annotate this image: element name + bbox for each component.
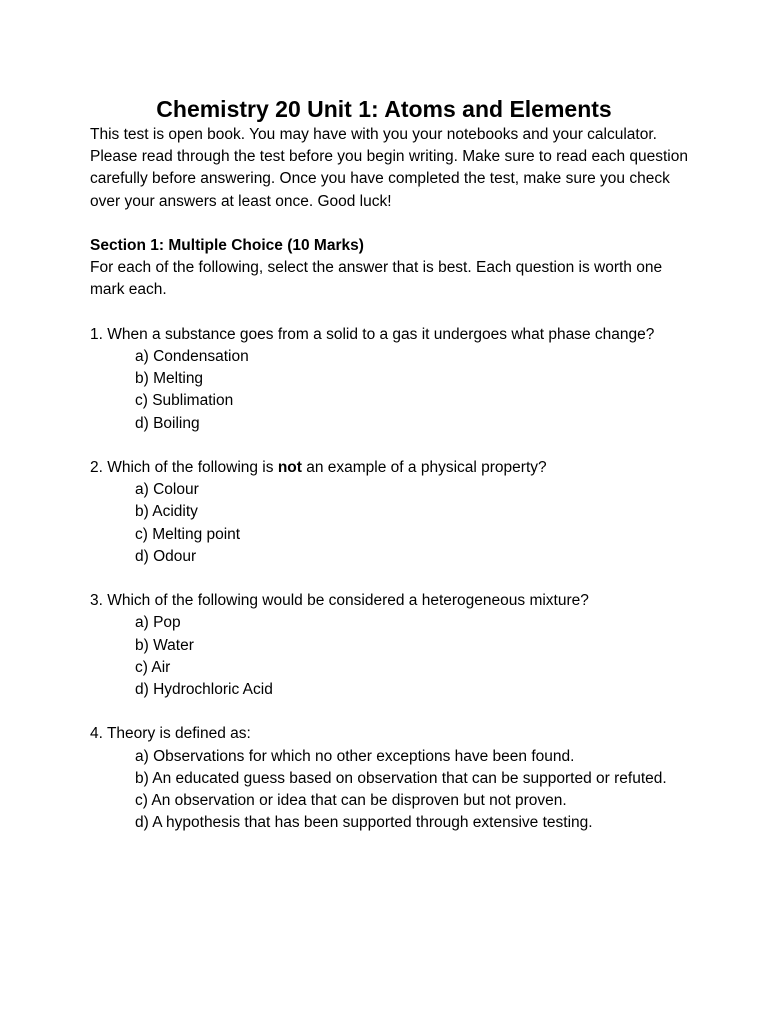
answer-option: c) An observation or idea that can be disproven but not proven.: [135, 792, 567, 810]
question-text: [90, 457, 690, 479]
answer-option: a) Condensation: [135, 348, 249, 365]
section-instructions: For each of the following, select the answer that is best. Each question is worth one mark each.: [90, 259, 663, 299]
answer-option: a) Colour: [135, 481, 199, 499]
question-3: [90, 590, 690, 701]
answer-option: c) Sublimation: [135, 392, 234, 410]
question-text-after: an example of a physical property?: [301, 459, 547, 476]
answer-option: c) Air: [135, 658, 171, 676]
spacer: [90, 302, 690, 324]
answer-options: [90, 346, 690, 435]
answer-option: c) Melting point: [135, 525, 241, 543]
answer-options: [90, 612, 690, 701]
spacer: [90, 701, 690, 723]
answer-option: a) Observations for which no other exceptions have been found.: [135, 747, 575, 765]
answer-option: d) Boiling: [135, 414, 200, 432]
spacer: [90, 568, 690, 590]
question-1: [90, 324, 690, 435]
answer-option: b) Melting: [135, 370, 204, 388]
answer-option: b) Water: [135, 636, 194, 654]
answer-options: [90, 746, 690, 835]
answer-option: b) An educated guess based on observation that can be supported or refuted.: [135, 769, 667, 787]
question-text: 3. Which of the following would be considered a heterogeneous mixture?: [90, 592, 589, 610]
answer-option: b) Acidity: [135, 503, 198, 521]
section-heading: Section 1: Multiple Choice (10 Marks): [90, 237, 364, 254]
question-2: [90, 457, 690, 568]
question-text: 1. When a substance goes from a solid to a gas it undergoes what phase change?: [90, 325, 655, 343]
question-text-before: 2. Which of the following is: [90, 459, 278, 476]
spacer: [90, 435, 690, 457]
answer-option: d) Odour: [135, 547, 197, 565]
document-body: [90, 124, 690, 834]
question-text: 4. Theory is defined as:: [90, 725, 251, 743]
answer-option: d) A hypothesis that has been supported through extensive testing.: [135, 814, 593, 832]
answer-options: [90, 479, 690, 568]
spacer: [90, 213, 690, 235]
intro-paragraph: This test is open book. You may have with you your notebooks and your calculator. Please read through the test before you begin writing. Make sure to read each question carefully before answering. Once you have completed the test, make sure you check over your answers at least once. Good luck!: [90, 126, 688, 210]
question-emphasis: not: [277, 459, 302, 476]
answer-option: d) Hydrochloric Acid: [135, 681, 273, 699]
answer-option: a) Pop: [135, 614, 181, 632]
page-title: Chemistry 20 Unit 1: Atoms and Elements: [156, 96, 612, 122]
question-4: [90, 723, 690, 834]
